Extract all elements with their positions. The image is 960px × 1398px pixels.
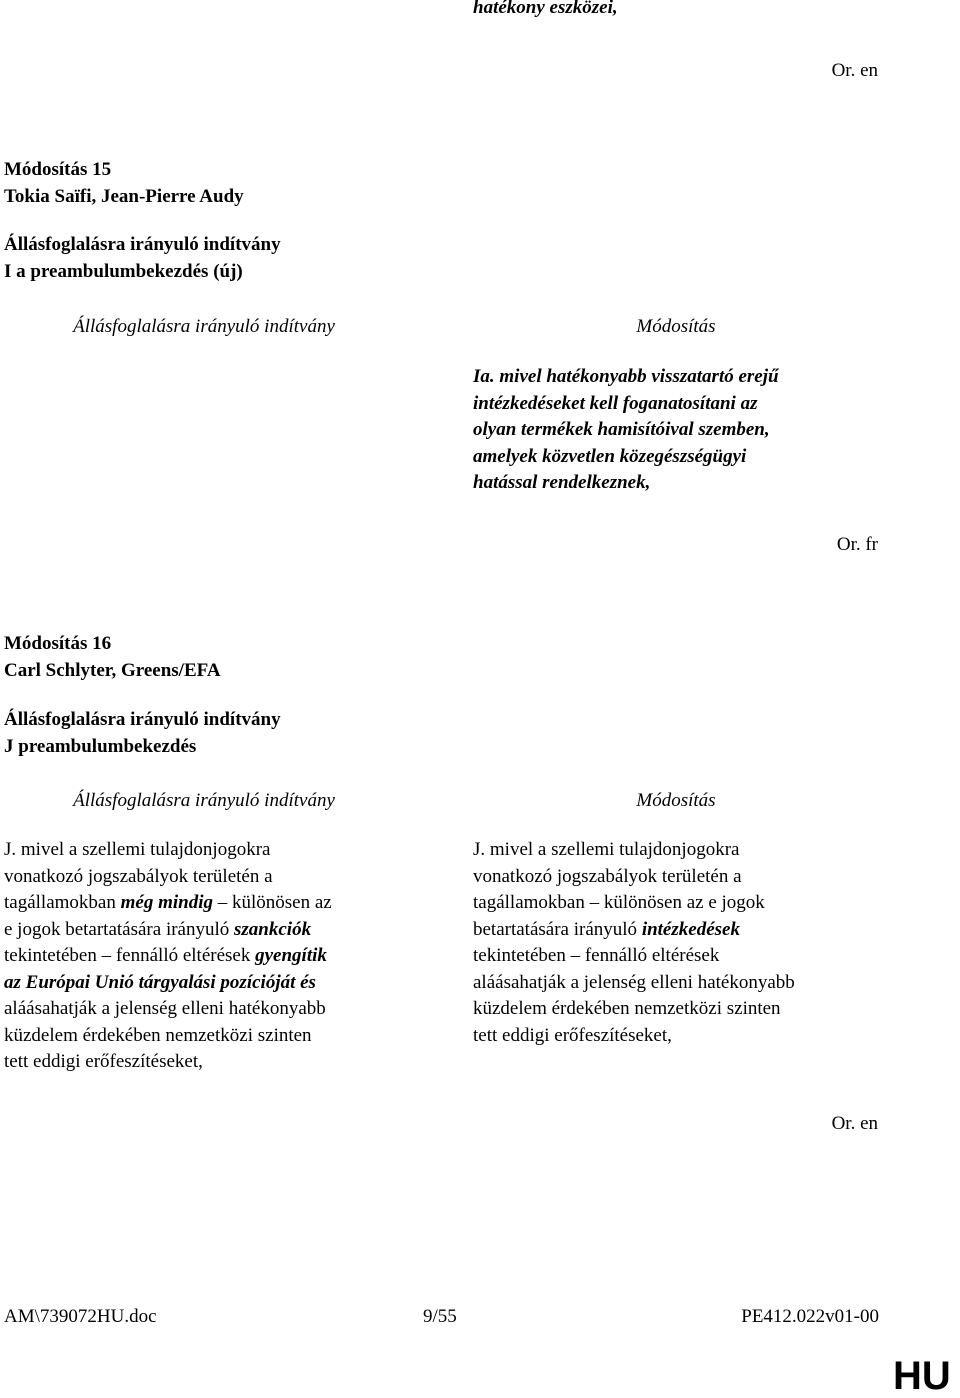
text-run: betartatására irányuló xyxy=(473,918,642,940)
text-line xyxy=(4,890,332,917)
text-run: J. mivel a szellemi tulajdonjogokra xyxy=(473,839,740,860)
text-run: küzdelem érdekében nemzetközi szinten xyxy=(473,998,781,1019)
page-number: 9/55 xyxy=(423,1306,457,1327)
text-line: hatással rendelkeznek, xyxy=(473,472,651,493)
column-heading-amendment: Módosítás xyxy=(636,316,716,337)
recital-reference: I a preambulumbekezdés (új) xyxy=(4,261,243,282)
amendment-authors: Carl Schlyter, Greens/EFA xyxy=(4,660,221,681)
text-run: tett eddigi erőfeszítéseket, xyxy=(473,1024,672,1046)
amendment-text xyxy=(473,364,779,497)
column-heading-motion: Állásfoglalásra irányuló indítvány xyxy=(73,790,335,811)
text-run: vonatkozó jogszabályok területén a xyxy=(4,865,273,887)
text-line xyxy=(473,996,795,1023)
text-run: tagállamokban – különösen az e jogok xyxy=(473,892,765,913)
text-run: küzdelem érdekében nemzetközi szinten xyxy=(4,1024,312,1046)
text-line xyxy=(4,1049,332,1076)
text-line xyxy=(473,917,795,944)
text-line xyxy=(473,943,795,970)
language-code: HU xyxy=(893,1354,951,1398)
changed-text: az Európai Unió tárgyalási pozícióját és xyxy=(4,971,316,993)
text-run: e jogok betartatására irányuló xyxy=(4,918,235,940)
text-run: aláásahatják a jelenség elleni hatékonyabb xyxy=(4,998,326,1019)
continued-text-fragment: hatékony eszközei, xyxy=(473,0,618,18)
text-line: amelyek közvetlen közegészségügyi xyxy=(473,445,747,467)
text-line xyxy=(4,917,332,944)
recital-reference: J preambulumbekezdés xyxy=(4,736,197,757)
text-line xyxy=(473,837,795,864)
changed-text: még mindig xyxy=(120,892,213,913)
text-run: J. mivel a szellemi tulajdonjogokra xyxy=(4,839,271,860)
motion-text xyxy=(4,837,332,1076)
changed-text: szankciók xyxy=(234,918,312,940)
text-line xyxy=(473,864,795,891)
changed-text: gyengítik xyxy=(255,945,327,966)
amendment-text xyxy=(473,837,795,1049)
text-line xyxy=(473,970,795,997)
text-run: vonatkozó jogszabályok területén a xyxy=(473,865,742,887)
text-line xyxy=(473,890,795,917)
text-line xyxy=(4,970,332,997)
text-line: Ia. mivel hatékonyabb visszatartó erejű xyxy=(473,366,779,387)
column-heading-motion: Állásfoglalásra irányuló indítvány xyxy=(73,316,335,337)
original-language-label: Or. en xyxy=(831,60,878,81)
text-line xyxy=(4,996,332,1023)
amendment-number: Módosítás 16 xyxy=(4,633,112,654)
original-language-label: Or. fr xyxy=(836,534,878,555)
amendment-number: Módosítás 15 xyxy=(4,159,112,180)
changed-text: intézkedések xyxy=(641,918,740,940)
text-line xyxy=(4,837,332,864)
original-language-label: Or. en xyxy=(831,1113,878,1134)
text-line: intézkedéseket kell foganatosítani az xyxy=(473,392,758,414)
text-run: aláásahatják a jelenség elleni hatékonyabb xyxy=(473,971,795,993)
document-type: Állásfoglalásra irányuló indítvány xyxy=(4,234,281,255)
text-run: tett eddigi erőfeszítéseket, xyxy=(4,1051,203,1072)
document-type: Állásfoglalásra irányuló indítvány xyxy=(4,709,281,730)
pe-reference: PE412.022v01-00 xyxy=(741,1306,879,1327)
column-heading-amendment: Módosítás xyxy=(636,790,716,811)
amendment-authors: Tokia Saïfi, Jean-Pierre Audy xyxy=(4,186,244,207)
text-line xyxy=(4,864,332,891)
text-line xyxy=(4,1023,332,1050)
text-run: tekintetében – fennálló eltérések xyxy=(4,945,256,966)
text-line xyxy=(4,943,332,970)
text-run: tekintetében – fennálló eltérések xyxy=(473,945,720,966)
text-line xyxy=(473,1023,795,1050)
text-run: tagállamokban xyxy=(4,892,121,913)
document-reference: AM\739072HU.doc xyxy=(4,1306,157,1327)
text-run: – különösen az xyxy=(212,892,332,913)
text-line: olyan termékek hamisítóival szemben, xyxy=(473,419,770,440)
